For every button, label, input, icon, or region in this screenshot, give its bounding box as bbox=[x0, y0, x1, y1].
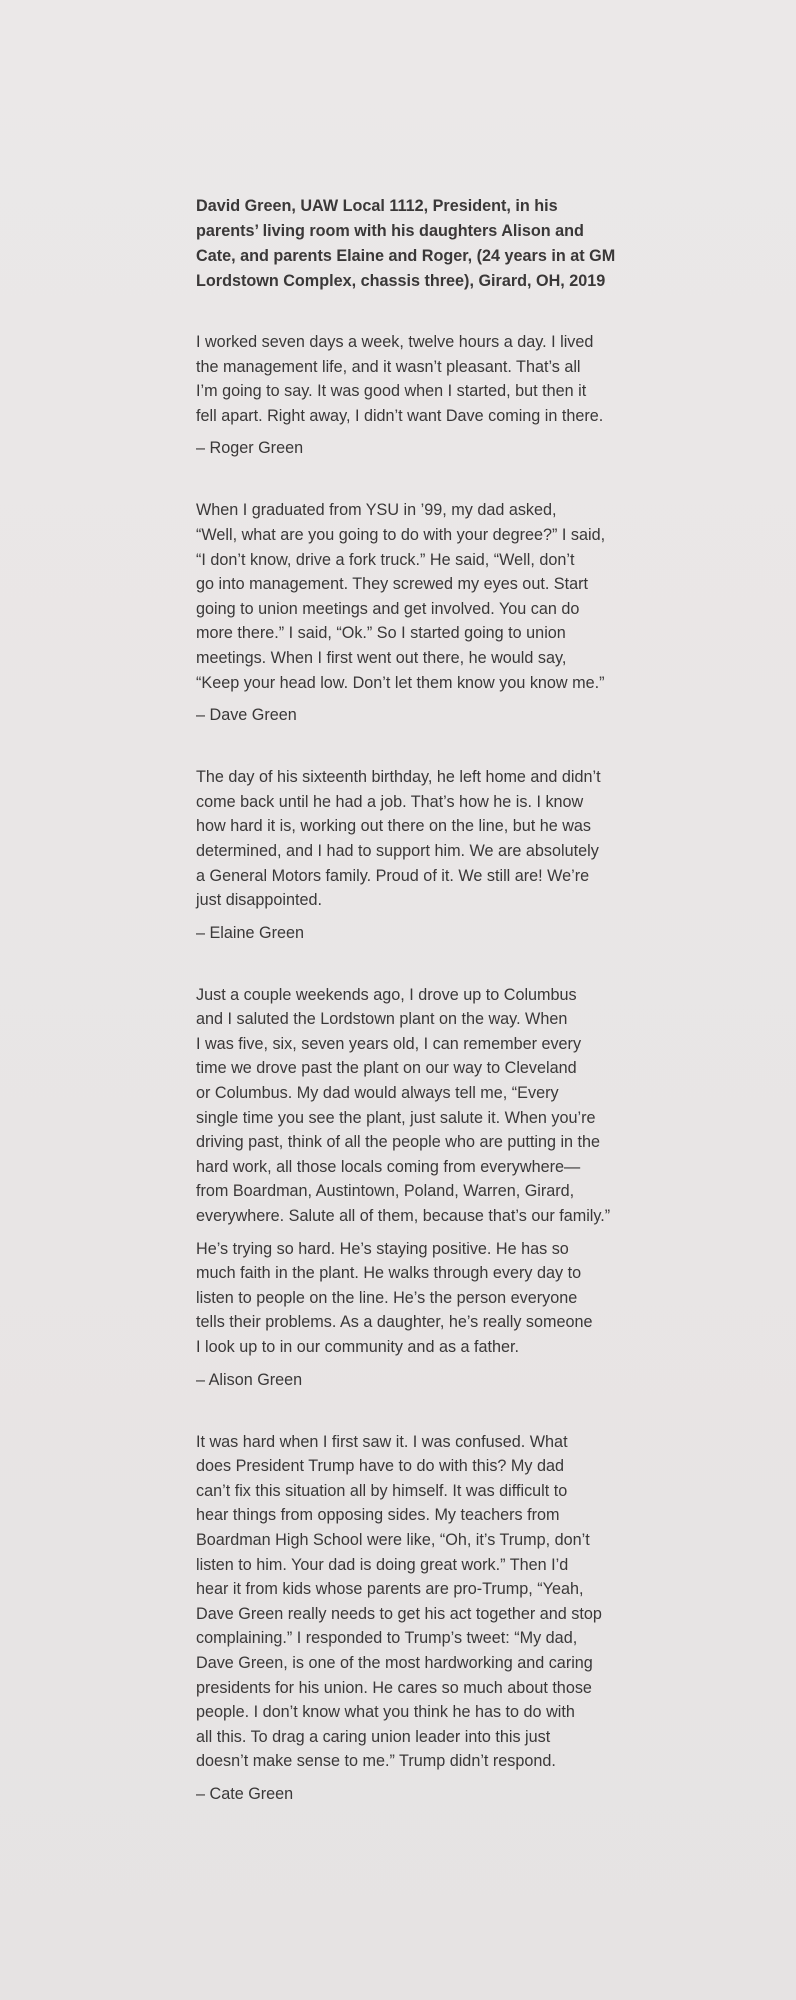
photo-caption: David Green, UAW Local 1112, President, in his parents’ living room with his daughters Alison and Cate, and parents Elaine and Roger, (24 years in at GM Lordstown Complex, chassis three), Girard, OH, 2019 bbox=[196, 197, 616, 290]
text-column bbox=[196, 194, 616, 1844]
quote-paragraph: He’s trying so hard. He’s staying positive. He has so much faith in the plant. He walks through every day to listen to people on the line. He’s the person everyone tells their problems. As a daughter, he’s really someone I look up to in our community and as a father. bbox=[196, 1239, 593, 1356]
quote-paragraph: I worked seven days a week, twelve hours a day. I lived the management life, and it wasn’t pleasant. That’s all I’m going to say. It was good when I started, but then it fell apart. Right away, I didn’t want Dave coming in there. bbox=[196, 333, 604, 425]
quote-dave bbox=[196, 498, 616, 727]
quote-attribution: – Roger Green bbox=[196, 439, 304, 458]
quote-paragraph: Just a couple weekends ago, I drove up to Columbus and I saluted the Lordstown plant on the way. When I was five, six, seven years old, I can remember every time we drove past the plant on our way to Cleveland or Columbus. My dad would always tell me, “Every single time you see the plant, just salute it. When you’re driving past, think of all the people who are putting in the hard work, all those locals coming from everywhere— from Boardman, Austintown, Poland, Warren, Girard, everywhere. Salute all of them, because that’s our family.” bbox=[196, 985, 611, 1226]
quote-alison bbox=[196, 983, 616, 1392]
quote-attribution: – Elaine Green bbox=[196, 923, 304, 942]
quote-cate bbox=[196, 1430, 616, 1806]
quote-roger bbox=[196, 330, 616, 460]
quote-paragraph: When I graduated from YSU in ’99, my dad asked, “Well, what are you going to do with your degree?” I said, “I don’t know, drive a fork truck.” He said, “Well, don’t go into management. They screwed my eyes out. Start going to union meetings and get involved. You can do more there.” I said, “Ok.” So I started going to union meetings. When I first went out there, he would say, “Keep your head low. Don’t let them know you know me.” bbox=[196, 501, 606, 692]
quote-paragraph: It was hard when I first saw it. I was confused. What does President Trump have to do with this? My dad can’t fix this situation all by himself. It was difficult to hear things from opposing sides. My teachers from Boardman High School were like, “Oh, it’s Trump, don’t listen to him. Your dad is doing great work.” Then I’d hear it from kids whose parents are pro-Trump, “Yeah, Dave Green really needs to get his act together and stop complaining.” I responded to Trump’s tweet: “My dad, Dave Green, is one of the most hardworking and caring presidents for his union. He cares so much about those people. I don’t know what you think he has to do with all this. To drag a caring union leader into this just doesn’t make sense to me.” Trump didn’t respond. bbox=[196, 1432, 602, 1771]
quote-attribution: – Dave Green bbox=[196, 706, 297, 725]
quote-attribution: – Cate Green bbox=[196, 1784, 294, 1803]
quote-attribution: – Alison Green bbox=[196, 1370, 303, 1389]
quote-elaine bbox=[196, 765, 616, 945]
quote-paragraph: The day of his sixteenth birthday, he left home and didn’t come back until he had a job. That’s how he is. I know how hard it is, working out there on the line, but he was determined, and I had to support him. We are absolutely a General Motors family. Proud of it. We still are! We’re just disappointed. bbox=[196, 768, 601, 910]
